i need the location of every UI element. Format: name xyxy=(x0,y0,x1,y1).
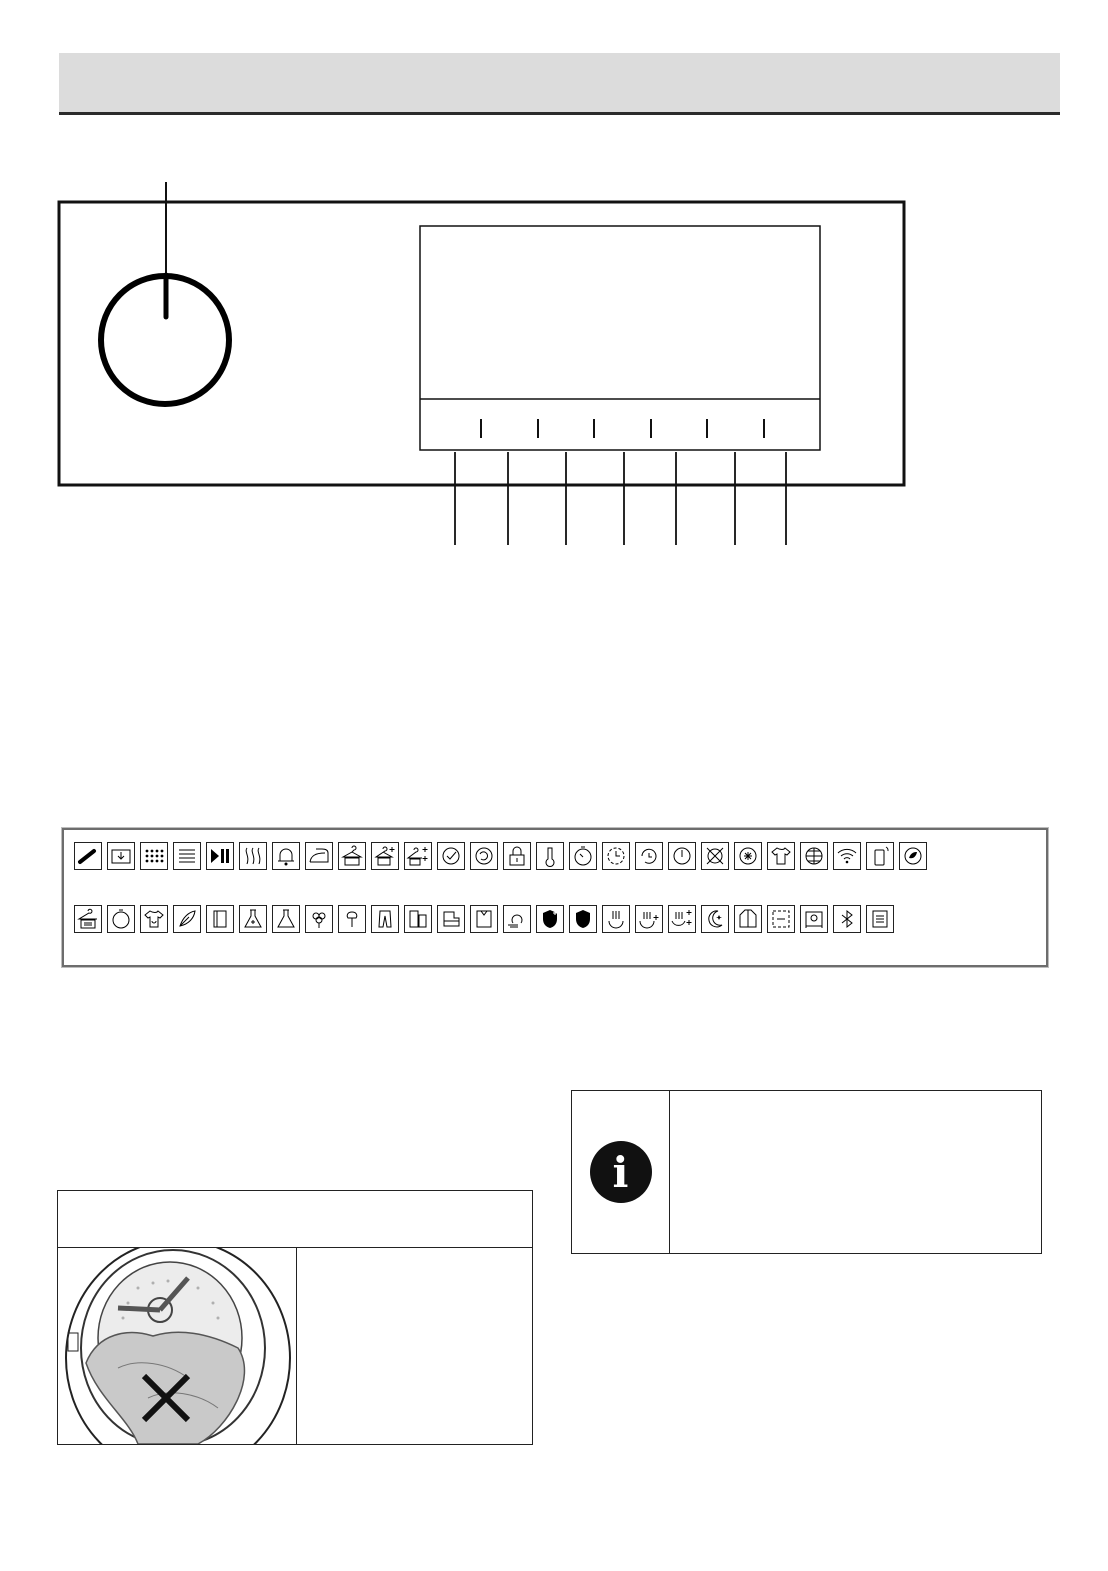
control-panel-diagram xyxy=(0,170,1108,560)
eco-icon xyxy=(899,842,927,870)
bell-icon xyxy=(272,842,300,870)
play-pause-icon xyxy=(206,842,234,870)
refresh-icon xyxy=(635,842,663,870)
hanger-icon xyxy=(338,842,366,870)
shield-dark-icon xyxy=(569,905,597,933)
towel-icon xyxy=(206,905,234,933)
shirt-icon xyxy=(767,842,795,870)
bed-icon xyxy=(800,905,828,933)
trousers-pair-icon xyxy=(404,905,432,933)
hanger-box-icon xyxy=(74,905,102,933)
cotton-icon xyxy=(305,905,333,933)
power-icon xyxy=(668,842,696,870)
table-header xyxy=(58,1191,532,1248)
drum-load-warning-table xyxy=(57,1190,533,1445)
no-wool-icon xyxy=(701,842,729,870)
heat-icon xyxy=(602,905,630,933)
cloth-icon xyxy=(866,905,894,933)
heat-plus-icon xyxy=(635,905,663,933)
shield-plus-icon xyxy=(536,905,564,933)
symbol-row-1 xyxy=(74,842,927,870)
clock-icon xyxy=(602,842,630,870)
duvet-icon xyxy=(767,905,795,933)
iron-icon xyxy=(305,842,333,870)
table-body-text xyxy=(298,1248,532,1444)
moon-icon xyxy=(701,905,729,933)
hanger-plus-icon xyxy=(371,842,399,870)
info-note-box xyxy=(571,1090,1042,1254)
star-badge-icon xyxy=(734,842,762,870)
drum-overload-illustration xyxy=(58,1248,297,1444)
dots-grid-icon xyxy=(140,842,168,870)
section-header-bar xyxy=(59,53,1060,115)
brush-icon xyxy=(74,842,102,870)
timer-icon xyxy=(569,842,597,870)
button-callout-lines xyxy=(455,452,786,545)
trousers-icon xyxy=(371,905,399,933)
bluetooth-icon xyxy=(833,905,861,933)
check-circle-icon xyxy=(437,842,465,870)
shirt-fold-icon xyxy=(470,905,498,933)
wifi-icon xyxy=(833,842,861,870)
menu-lines-icon xyxy=(173,842,201,870)
rotate-icon xyxy=(470,842,498,870)
shirt-rotate-icon xyxy=(140,905,168,933)
steam-icon xyxy=(239,842,267,870)
globe-icon xyxy=(800,842,828,870)
sheet-icon xyxy=(437,905,465,933)
flask-plus-icon xyxy=(239,905,267,933)
info-icon: i xyxy=(590,1141,652,1203)
hanger-double-plus-icon xyxy=(404,842,432,870)
phone-icon xyxy=(866,842,894,870)
symbol-legend-panel xyxy=(62,828,1048,967)
filter-tray-icon xyxy=(107,842,135,870)
cotton-flower-icon xyxy=(338,905,366,933)
quick-icon xyxy=(503,905,531,933)
feather-icon xyxy=(173,905,201,933)
info-note-text xyxy=(672,1091,1041,1253)
info-icon-column xyxy=(572,1091,670,1253)
flask-icon xyxy=(272,905,300,933)
symbol-row-2 xyxy=(74,905,894,933)
lock-icon xyxy=(503,842,531,870)
lcd-display xyxy=(420,226,820,450)
thermometer-icon xyxy=(536,842,564,870)
jacket-icon xyxy=(734,905,762,933)
drum-icon xyxy=(107,905,135,933)
heat-double-plus-icon xyxy=(668,905,696,933)
power-knob-icon[interactable] xyxy=(101,275,229,404)
